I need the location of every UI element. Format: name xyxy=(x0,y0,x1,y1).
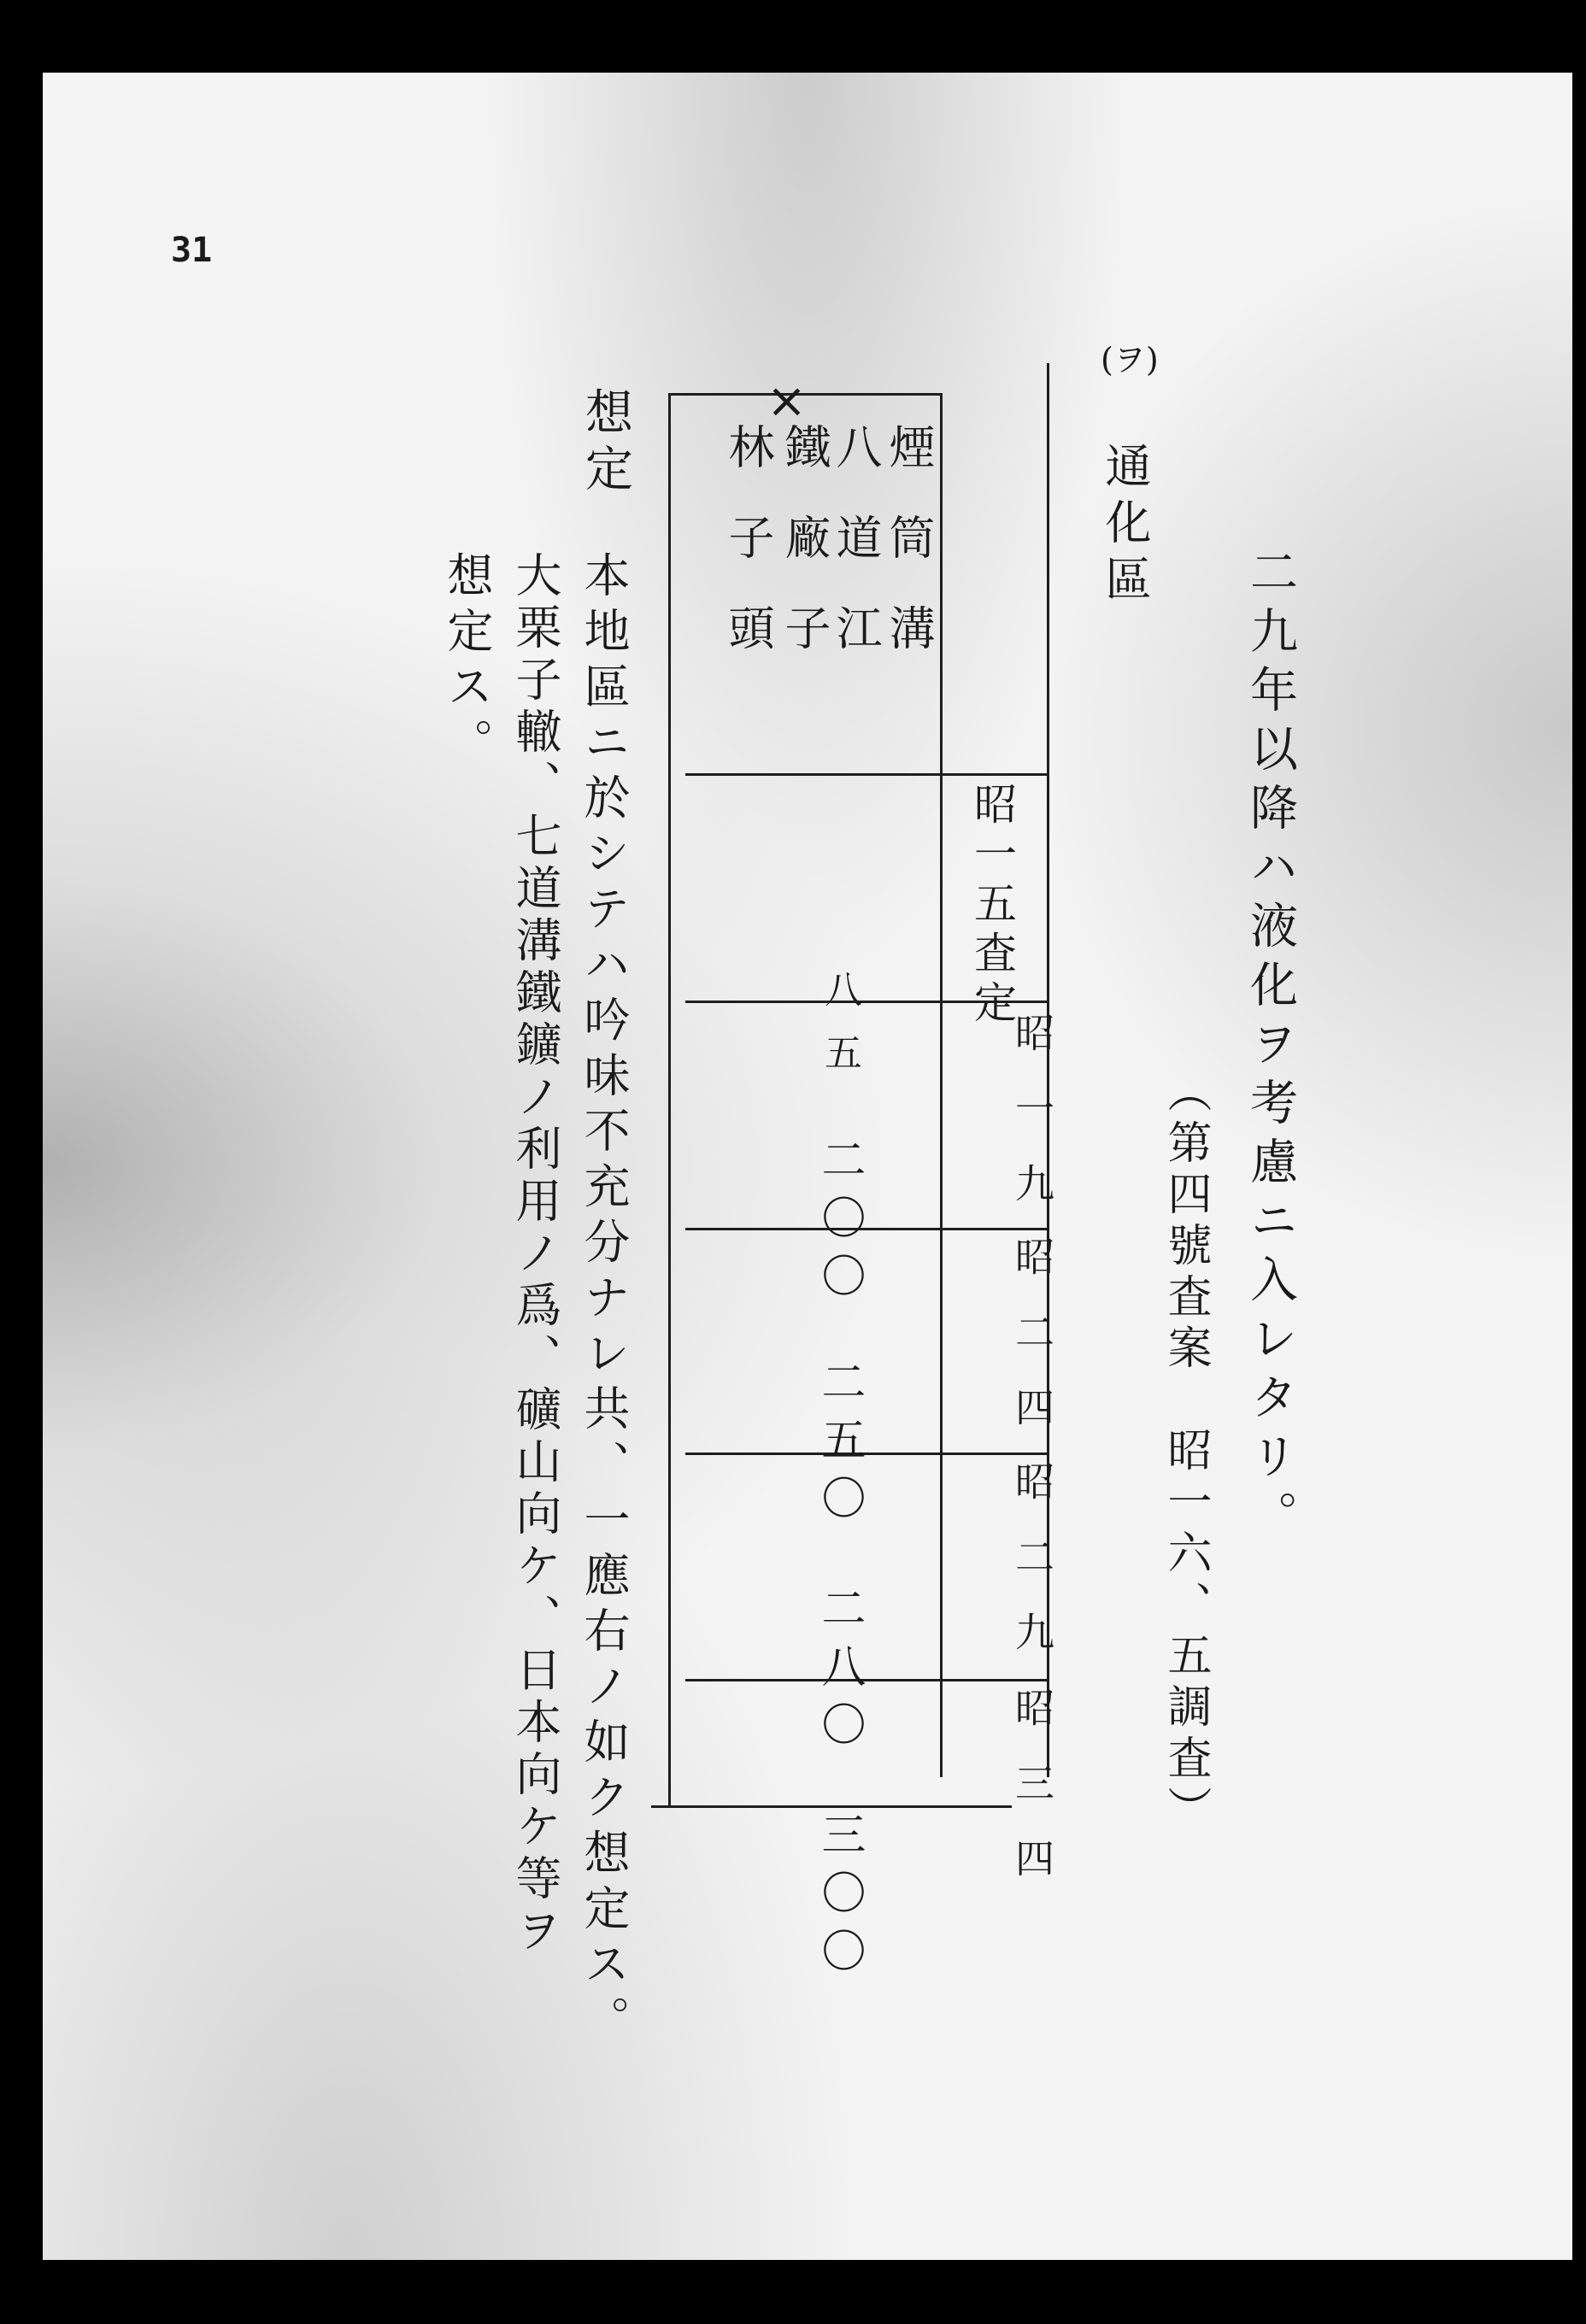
table-cross-mark: × xyxy=(767,373,807,429)
year-label: 昭一五査定 xyxy=(967,782,1017,1030)
assumption-label: 想定 xyxy=(578,387,633,500)
assumption-line-1: 本地區ニ於シテハ吟味不充分ナレ共、一應右ノ如ク想定ス。 xyxy=(577,551,631,2051)
page-number: 31 xyxy=(171,231,213,270)
value-cell: 二八〇 xyxy=(814,1585,865,1759)
year-label: 昭一九 xyxy=(1009,1012,1055,1238)
place-name: 煙筒溝 xyxy=(882,423,936,695)
place-name: 林子頭 xyxy=(721,423,775,695)
place-name: 鐵廠子 xyxy=(778,423,831,695)
section-marker: (ヲ) xyxy=(1101,341,1159,379)
year-label: 昭二九 xyxy=(1009,1461,1055,1687)
table-rule-bottom xyxy=(651,1805,1012,1808)
table-rule-row-1 xyxy=(685,773,1047,776)
value-cell: 八五 xyxy=(818,970,861,1096)
assumption-line-3: 想定ス。 xyxy=(440,551,494,773)
table-rule-top xyxy=(671,393,943,396)
main-line: 二九年以降ハ液化ヲ考慮ニ入レタリ。 xyxy=(1242,547,1298,1549)
reference-note: （第四號査案 昭一六、五調査） xyxy=(1160,1068,1211,1837)
year-label: 昭三四 xyxy=(1009,1687,1055,1913)
value-cell: 二〇〇 xyxy=(814,1136,865,1311)
value-cell: 三〇〇 xyxy=(814,1811,865,1986)
assumption-line-2: 大栗子轍、七道溝鐵鑛ノ利用ノ爲、礦山向ケ、日本向ケ等ヲ xyxy=(508,551,562,1958)
place-name: 八道江 xyxy=(829,423,883,695)
value-cell: 二五〇 xyxy=(814,1359,865,1533)
year-label: 昭二四 xyxy=(1009,1236,1055,1462)
table-rule-left xyxy=(668,393,671,1807)
section-title: 通化區 xyxy=(1098,442,1152,611)
document-page xyxy=(43,73,1572,2260)
